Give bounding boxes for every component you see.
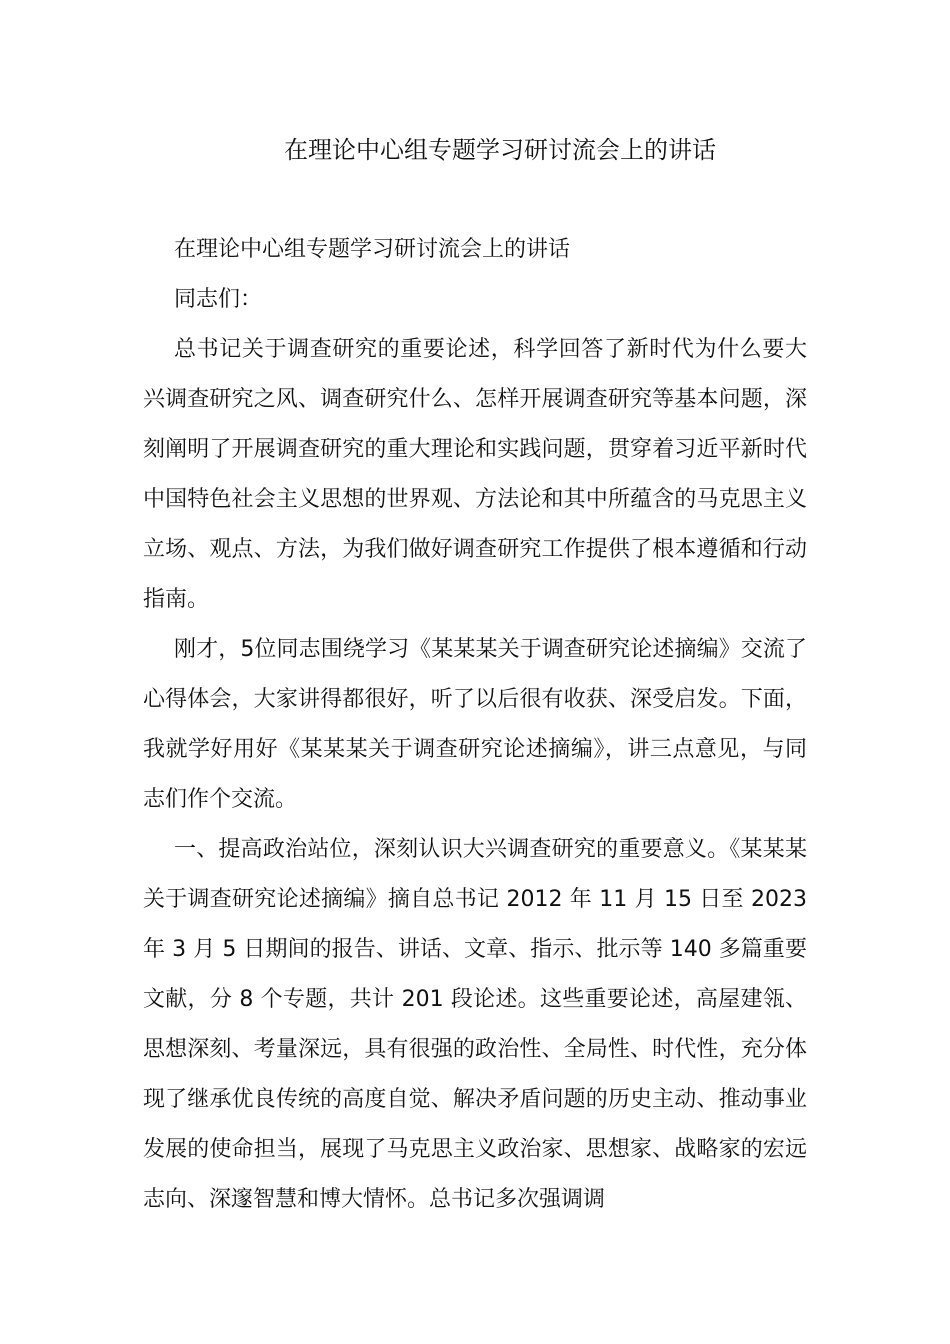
paragraph-salutation: 同志们： — [174, 287, 263, 312]
paragraph-point-one: 一、提高政治站位，深刻认识大兴调查研究的重要意义。《某某某关于调查研究论述摘编》摘自总书记 2012 年 11 月 15 日至 2023 年 3 月 5 日期间的报告、讲话、文章、指示、批示等 140 多篇重要文献，分 8 个专题，共计 201 段论述。这些重要论述，高屋建瓴、思想深刻、考量深远，具有很强的政治性、全局性、时代性，充分体现了继承优良传统的高度自觉、解决矛盾问题的历史主动、推动事业发展的使命担当，展现了马克思主义政治家、思想家、战略家的宏远志向、深邃智慧和博大情怀。总书记多次强调调 — [143, 837, 807, 1212]
paragraph-exchange: 刚才，5位同志围绕学习《某某某关于调查研究论述摘编》交流了心得体会，大家讲得都很好，听了以后很有收获、深受启发。下面，我就学好用好《某某某关于调查研究论述摘编》，讲三点意见，与同志们作个交流。 — [143, 637, 807, 812]
document-body — [143, 225, 807, 1225]
paragraph-intro: 总书记关于调查研究的重要论述，科学回答了新时代为什么要大兴调查研究之风、调查研究什么、怎样开展调查研究等基本问题，深刻阐明了开展调查研究的重大理论和实践问题，贯穿着习近平新时代中国特色社会主义思想的世界观、方法论和其中所蕴含的马克思主义立场、观点、方法，为我们做好调查研究工作提供了根本遵循和行动指南。 — [143, 337, 807, 612]
document-title: 在理论中心组专题学习研讨流会上的讲话 — [284, 136, 716, 164]
paragraph-subtitle: 在理论中心组专题学习研讨流会上的讲话 — [174, 237, 571, 262]
